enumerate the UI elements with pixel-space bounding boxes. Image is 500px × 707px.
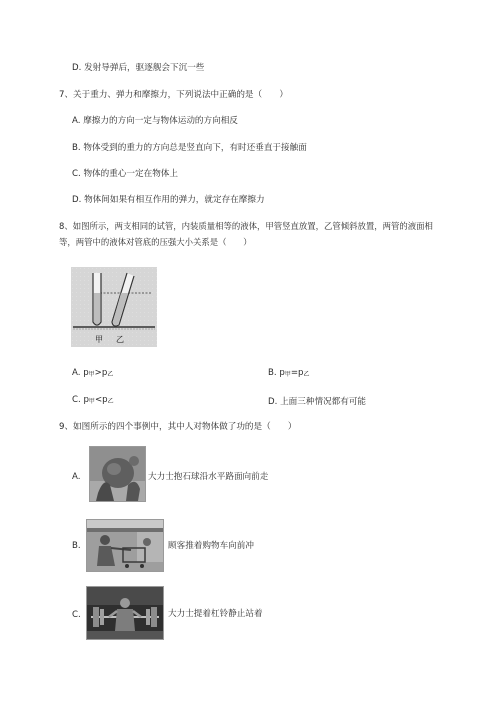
q8-option-d: D. 上面三种情况都有可能 [268,397,367,407]
q9-option-b-letter: B. [72,541,81,551]
q6-option-d: D. 发射导弹后，驱逐舰会下沉一些 [72,63,205,73]
q9-option-b-caption: 顾客推着购物车向前冲 [168,541,254,551]
q8-option-c: C. p甲<p乙 [72,395,114,405]
q7-option-d: D. 物体间如果有相互作用的弹力，就定存在摩擦力 [72,195,265,205]
q8-option-b: B. p甲=p乙 [268,368,310,378]
q7-option-c: C. 物体的重心一定在物体上 [72,169,178,179]
q8-stem-line1: 8、如图所示，两支相同的试管，内装质量相等的液体，甲管竖直放置，乙管倾斜放置，两管的液面相 [59,221,433,231]
q7-option-b: B. 物体受到的重力的方向总是竖直向下，有时还垂直于接触面 [72,143,307,153]
tube-label-jia: 甲 [95,335,103,344]
test-tubes-figure [71,267,157,347]
q7-stem: 7、关于重力、弹力和摩擦力，下列说法中正确的是（ ） [59,90,288,100]
strongman-stone-photo [89,446,146,502]
q8-option-a: A. p甲>p乙 [72,368,114,378]
tube-label-yi: 乙 [116,335,124,344]
q9-option-a-caption: 大力士抱石球沿水平路面向前走 [148,472,269,482]
shopping-cart-photo [86,519,164,572]
q9-stem: 9、如图所示的四个事例中，其中人对物体做了功的是（ ） [59,422,297,432]
q9-option-c-caption: 大力士提着杠铃静止站着 [168,609,263,619]
q7-option-a: A. 摩擦力的方向一定与物体运动的方向相反 [72,116,238,126]
q9-option-c-letter: C. [72,610,81,620]
q9-option-a-letter: A. [72,472,81,482]
q8-stem-line2: 等，两管中的液体对管底的压强大小关系是（ ） [59,237,252,247]
barbell-photo [86,586,164,640]
